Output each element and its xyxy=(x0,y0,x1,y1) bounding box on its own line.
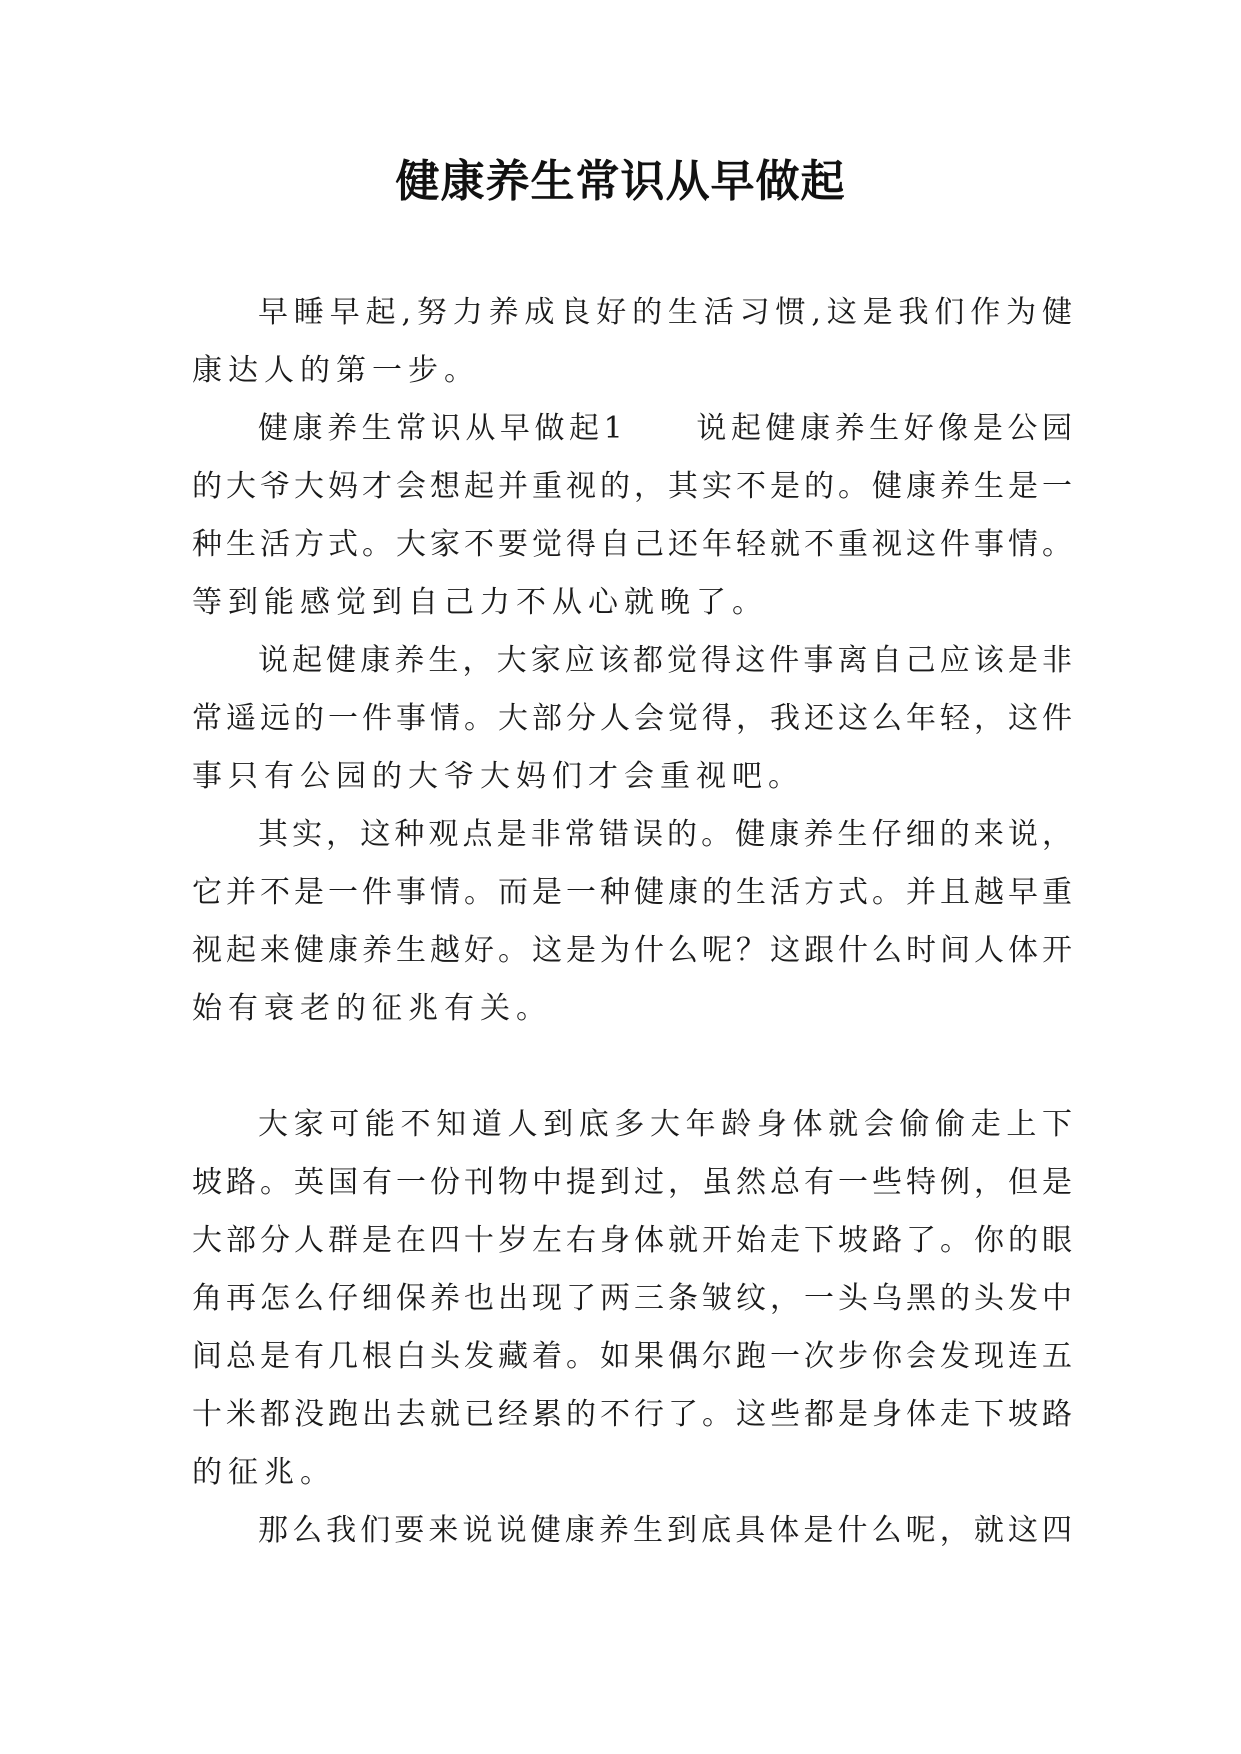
paragraph-line: 那么我们要来说说健康养生到底具体是什么呢，就这四 xyxy=(258,1513,1072,1548)
paragraph-line: 种生活方式。大家不要觉得自己还年轻就不重视这件事情。 xyxy=(192,527,1072,562)
paragraph-line: 康达人的第一步。 xyxy=(192,353,480,388)
paragraph-line: 它并不是一件事情。而是一种健康的生活方式。并且越早重 xyxy=(192,875,1072,910)
paragraph-line: 等到能感觉到自己力不从心就晚了。 xyxy=(192,585,768,620)
paragraph-line: 大家可能不知道人到底多大年龄身体就会偷偷走上下 xyxy=(258,1107,1072,1142)
paragraph-line: 早睡早起,努力养成良好的生活习惯,这是我们作为健 xyxy=(258,295,1072,330)
paragraph-line: 说起健康养生，大家应该都觉得这件事离自己应该是非 xyxy=(258,643,1072,678)
paragraph-line: 的征兆。 xyxy=(192,1455,336,1490)
paragraph-line: 始有衰老的征兆有关。 xyxy=(192,991,552,1026)
paragraph-line: 大部分人群是在四十岁左右身体就开始走下坡路了。你的眼 xyxy=(192,1223,1072,1258)
paragraph-line: 角再怎么仔细保养也出现了两三条皱纹，一头乌黑的头发中 xyxy=(192,1281,1072,1316)
paragraph-line: 健康养生常识从早做起1 说起健康养生好像是公园 xyxy=(258,411,1072,446)
paragraph-line: 常遥远的一件事情。大部分人会觉得，我还这么年轻，这件 xyxy=(192,701,1072,736)
paragraph-line: 视起来健康养生越好。这是为什么呢？这跟什么时间人体开 xyxy=(192,933,1072,968)
paragraph-line: 的大爷大妈才会想起并重视的，其实不是的。健康养生是一 xyxy=(192,469,1072,504)
paragraph-line: 其实，这种观点是非常错误的。健康养生仔细的来说， xyxy=(258,817,1072,852)
paragraph-line: 间总是有几根白头发藏着。如果偶尔跑一次步你会发现连五 xyxy=(192,1339,1072,1374)
document-title: 健康养生常识从早做起 xyxy=(395,156,846,207)
paragraph-line: 坡路。英国有一份刊物中提到过，虽然总有一些特例，但是 xyxy=(192,1165,1072,1200)
paragraph-line: 事只有公园的大爷大妈们才会重视吧。 xyxy=(192,759,804,794)
paragraph-line: 十米都没跑出去就已经累的不行了。这些都是身体走下坡路 xyxy=(192,1397,1072,1432)
